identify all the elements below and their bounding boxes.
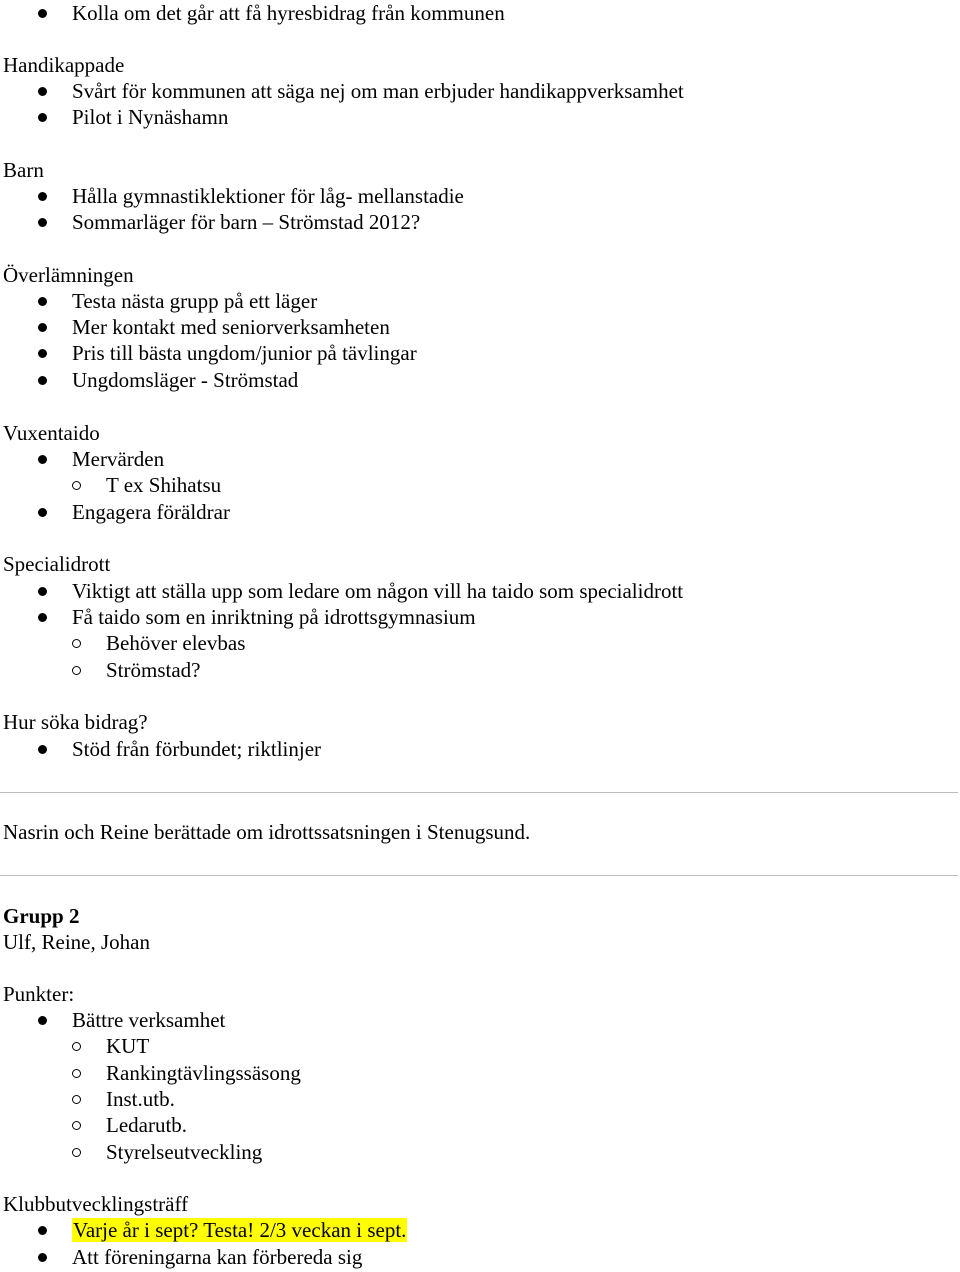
section-heading-specialidrott: Specialidrott xyxy=(3,552,111,576)
bullet-icon xyxy=(38,349,47,358)
list-item: Pilot i Nynäshamn xyxy=(72,105,229,129)
sub-list-item: Inst.utb. xyxy=(106,1087,175,1111)
highlighted-text: Varje år i sept? Testa! 2/3 veckan i sept. xyxy=(73,1218,407,1242)
bullet-icon xyxy=(38,587,47,596)
list-item: Mer kontakt med seniorverksamheten xyxy=(72,315,390,339)
group-heading: Grupp 2 xyxy=(3,904,80,928)
sub-bullet-icon xyxy=(72,1095,81,1104)
sub-list-item: KUT xyxy=(106,1034,150,1058)
list-item: Stöd från förbundet; riktlinjer xyxy=(72,737,322,761)
list-item xyxy=(72,1217,407,1243)
section-heading-overlamningen: Överlämningen xyxy=(3,263,134,287)
list-item: Engagera föräldrar xyxy=(72,500,230,524)
sub-bullet-icon xyxy=(72,1042,81,1051)
bullet-icon xyxy=(38,9,47,18)
list-item: Kolla om det går att få hyresbidrag från kommunen xyxy=(72,1,505,25)
horizontal-divider xyxy=(0,875,958,876)
bullet-icon xyxy=(38,508,47,517)
bullet-icon xyxy=(38,87,47,96)
sub-list-item: Styrelseutveckling xyxy=(106,1140,263,1164)
section-heading-vuxentaido: Vuxentaido xyxy=(3,421,100,445)
list-item: Mervärden xyxy=(72,447,165,471)
list-item: Hålla gymnastiklektioner för låg- mellanstadie xyxy=(72,184,464,208)
bullet-icon xyxy=(38,297,47,306)
sub-bullet-icon xyxy=(72,481,81,490)
list-item: Viktigt att ställa upp som ledare om någon vill ha taido som specialidrott xyxy=(72,579,684,603)
sub-bullet-icon xyxy=(72,1121,81,1130)
section-heading-klubbutveckling: Klubbutvecklingsträff xyxy=(3,1192,189,1216)
section-heading-bidrag: Hur söka bidrag? xyxy=(3,710,148,734)
bullet-icon xyxy=(38,1253,47,1262)
horizontal-divider xyxy=(0,792,958,793)
list-item: Testa nästa grupp på ett läger xyxy=(72,289,318,313)
list-item: Ungdomsläger - Strömstad xyxy=(72,368,299,392)
sub-list-item: Ledarutb. xyxy=(106,1113,188,1137)
bullet-icon xyxy=(38,1226,47,1235)
sub-bullet-icon xyxy=(72,1069,81,1078)
section-heading-handikappade: Handikappade xyxy=(3,53,125,77)
sub-list-item: Rankingtävlingssäsong xyxy=(106,1061,301,1085)
bullet-icon xyxy=(38,192,47,201)
group-members: Ulf, Reine, Johan xyxy=(3,930,150,954)
paragraph: Nasrin och Reine berättade om idrottssatsningen i Stenugsund. xyxy=(3,820,531,844)
list-item: Pris till bästa ungdom/junior på tävlingar xyxy=(72,341,417,365)
list-item: Bättre verksamhet xyxy=(72,1008,226,1032)
sub-bullet-icon xyxy=(72,1148,81,1157)
bullet-icon xyxy=(38,745,47,754)
bullet-icon xyxy=(38,1016,47,1025)
list-item: Sommarläger för barn – Strömstad 2012? xyxy=(72,210,421,234)
bullet-icon xyxy=(38,613,47,622)
bullet-icon xyxy=(38,323,47,332)
list-item: Svårt för kommunen att säga nej om man erbjuder handikappverksamhet xyxy=(72,79,684,103)
list-item: Få taido som en inriktning på idrottsgymnasium xyxy=(72,605,476,629)
sub-list-item: T ex Shihatsu xyxy=(106,473,222,497)
sub-bullet-icon xyxy=(72,639,81,648)
list-item: Att föreningarna kan förbereda sig xyxy=(72,1245,363,1269)
sub-list-item: Behöver elevbas xyxy=(106,631,246,655)
sub-list-item: Strömstad? xyxy=(106,658,201,682)
section-heading-barn: Barn xyxy=(3,158,44,182)
bullet-icon xyxy=(38,113,47,122)
section-heading-punkter: Punkter: xyxy=(3,982,75,1006)
bullet-icon xyxy=(38,376,47,385)
bullet-icon xyxy=(38,218,47,227)
sub-bullet-icon xyxy=(72,666,81,675)
bullet-icon xyxy=(38,455,47,464)
